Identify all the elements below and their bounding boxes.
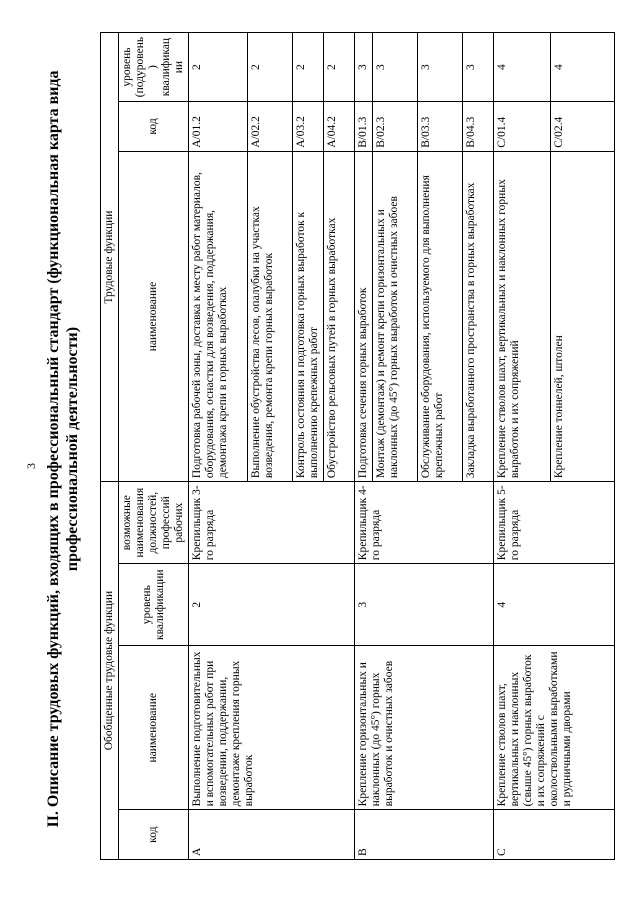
header-name: наименование	[119, 646, 189, 810]
function-code: A/02.2	[248, 102, 293, 152]
function-level: 2	[324, 33, 355, 102]
function-code: B/03.3	[418, 102, 463, 152]
table-row	[189, 33, 248, 860]
group-name: Крепление горизонтальных и наклонных (до 45°) горных выработок и очистных забоев	[355, 646, 494, 810]
function-name: Выполнение обустройства лесов, опалубки на участках возведения, ремонта крепи горных выработок	[248, 151, 293, 481]
function-level: 3	[373, 33, 418, 102]
page-number: 3	[24, 463, 38, 469]
group-level: 3	[355, 564, 494, 646]
table-row	[355, 33, 373, 860]
header-tf-name: наименование	[119, 151, 189, 481]
header-tf-code: код	[119, 102, 189, 152]
function-level: 2	[293, 33, 324, 102]
function-level: 2	[189, 33, 248, 102]
functional-map-table	[100, 32, 615, 860]
function-code: B/02.3	[373, 102, 418, 152]
group-code: В	[355, 810, 494, 860]
group-code: С	[494, 810, 615, 860]
header-qual-level: уровень квалификации	[119, 564, 189, 646]
function-code: B/04.3	[463, 102, 494, 152]
function-name: Контроль состояния и подготовка горных выработок к выполнению крепежных работ	[293, 151, 324, 481]
header-code: код	[119, 810, 189, 860]
function-name: Закладка выработанного пространства в горных выработках	[463, 151, 494, 481]
group-job: Крепильщик 5-го разряда	[494, 482, 615, 564]
function-name: Подготовка рабочей зоны, доставка к месту работ материалов, оборудования, оснастки для возведения, поддержания, демонтажа крепи в горных выработках	[189, 151, 248, 481]
function-name: Монтаж (демонтаж) и ремонт крепи горизонтальных и наклонных (до 45°) горных выработок и очистных забоев	[373, 151, 418, 481]
function-level: 3	[418, 33, 463, 102]
header-generalized: Обобщенные трудовые функции	[101, 482, 119, 860]
function-name: Обустройство рельсовых путей в горных выработках	[324, 151, 355, 481]
function-level: 3	[463, 33, 494, 102]
header-job-titles: возможные наименования должностей, профессий рабочих	[119, 482, 189, 564]
group-job: Крепильщик 3-го разряда	[189, 482, 355, 564]
function-code: A/04.2	[324, 102, 355, 152]
group-level: 2	[189, 564, 355, 646]
header-tf-level: уровень (подуровень) квалификации	[119, 33, 189, 102]
function-code: C/02.4	[551, 102, 615, 152]
function-name: Обслуживание оборудования, используемого для выполнения крепежных работ	[418, 151, 463, 481]
section-title: II. Описание трудовых функций, входящих в профессиональный стандарт (функциональная карта вида профессиональной деятельности)	[45, 70, 81, 828]
group-name: Выполнение подготовительных и вспомогательных работ при возведении, поддержании, демонтаже крепления горных выработок	[189, 646, 355, 810]
function-name: Крепление стволов шахт, вертикальных и наклонных горных выработок и их сопряжений	[494, 151, 551, 481]
group-name: Крепление стволов шахт, вертикальных и наклонных (свыше 45°) горных выработок и их сопряжений с околоствольными выработками и рудничными дворами	[494, 646, 615, 810]
function-level: 3	[355, 33, 373, 102]
function-code: C/01.4	[494, 102, 551, 152]
group-job: Крепильщик 4-го разряда	[355, 482, 494, 564]
function-level: 4	[551, 33, 615, 102]
function-level: 2	[248, 33, 293, 102]
function-name: Подготовка сечения горных выработок	[355, 151, 373, 481]
function-name: Крепление тоннелей, штолен	[551, 151, 615, 481]
function-code: A/03.2	[293, 102, 324, 152]
group-level: 4	[494, 564, 615, 646]
table-row	[494, 33, 551, 860]
function-level: 4	[494, 33, 551, 102]
header-labor-functions: Трудовые функции	[101, 33, 119, 482]
function-code: B/01.3	[355, 102, 373, 152]
group-code: А	[189, 810, 355, 860]
function-code: A/01.2	[189, 102, 248, 152]
